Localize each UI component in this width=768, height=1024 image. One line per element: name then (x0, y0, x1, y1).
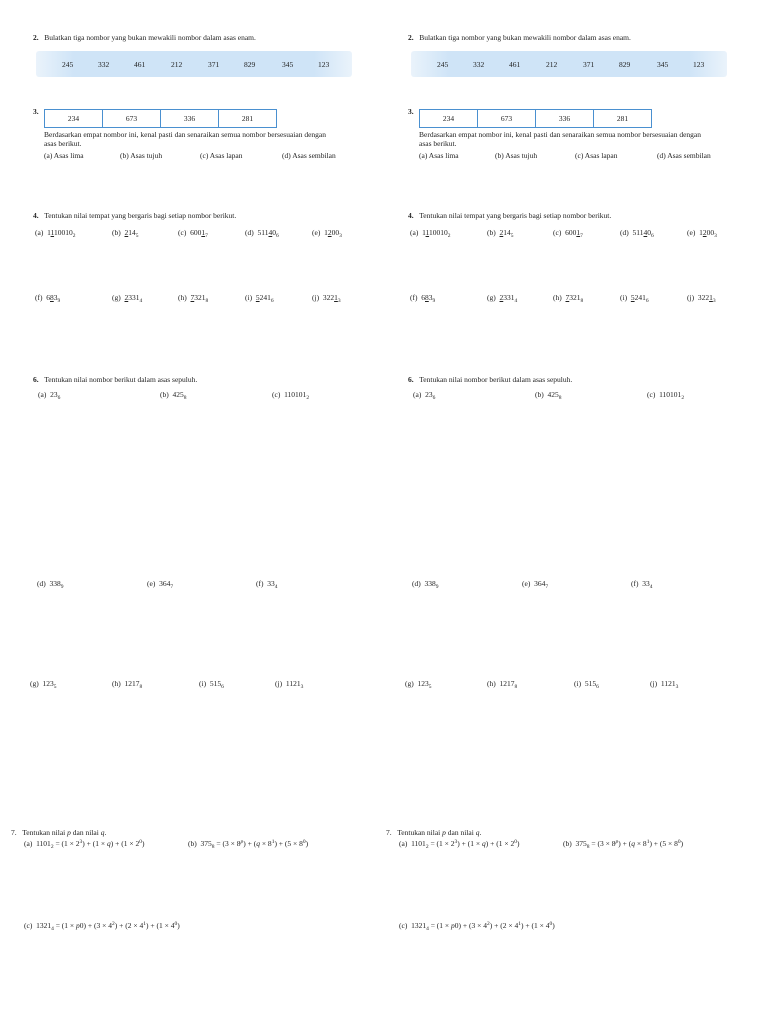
q6-item (112, 680, 142, 689)
q4-item-label: (c) (553, 228, 562, 237)
q3-option-b: (b) Asas tujuh (120, 151, 163, 160)
q2-number-item: 212 (546, 60, 558, 69)
q6-item (535, 391, 562, 400)
q4-base: 6 (270, 298, 274, 304)
q4-underlined-digit: 1 (425, 228, 430, 237)
q6-base: 6 (57, 395, 61, 401)
q4-item-label: (a) (35, 228, 44, 237)
q3-box-cell: 673 (478, 110, 536, 127)
q4-digits: 321 (569, 293, 581, 302)
q4-underlined-digit: 1 (50, 228, 55, 237)
q6-value: 123 (42, 679, 54, 688)
q4-item (245, 229, 279, 238)
q4-item (687, 294, 716, 303)
q4-digits: 322 (322, 293, 335, 302)
q6-item-label: (h) (112, 679, 121, 688)
q6-item-label: (b) (160, 390, 169, 399)
q6-base: 9 (60, 584, 64, 590)
q6-value: 23 (425, 390, 433, 399)
q6-item (160, 391, 187, 400)
q6-item-label: (j) (650, 679, 658, 688)
q7-part-a: (a) $1101_2 = (1 \times 2^3) + (1 \times q) + (1 \times 2^0)$ (24, 839, 145, 850)
q4-digits: 10010 (429, 228, 448, 237)
q4-base: 5 (510, 233, 514, 239)
q6-prompt: 6. Tentukan nilai nombor berikut dalam asas sepuluh. (33, 375, 198, 384)
q6-item (412, 580, 439, 589)
q6-item (37, 580, 64, 589)
q6-item (38, 391, 60, 400)
q6-base: 5 (428, 684, 432, 690)
q6-value: 515 (209, 679, 222, 688)
q4-base: 8 (580, 298, 584, 304)
q6-item-label: (d) (37, 579, 46, 588)
q4-base: 3 (712, 298, 716, 304)
q7-part-c: (c) $1321_4 = (1 \times p0) + (3 \times 4^2) + (2 \times 4^1) + (1 \times 4^0)$ (24, 921, 180, 932)
q6-base: 2 (306, 395, 310, 401)
q7-prompt: 7. Tentukan nilai p dan nilai q. (386, 828, 482, 837)
q3-option-c: (c) Asas lapan (575, 151, 618, 160)
q2-number-item: 123 (318, 60, 330, 69)
q2-number-item: 829 (619, 60, 631, 69)
q4-underlined-digit: 1 (709, 293, 713, 302)
q4-underlined-digit: 7 (565, 293, 570, 302)
q6-item-label: (f) (631, 579, 639, 588)
q4-underlined-digit: 2 (499, 228, 504, 237)
q6-item-label: (e) (147, 579, 156, 588)
q4-item (245, 294, 274, 303)
q6-base: 6 (432, 395, 436, 401)
q6-item-label: (g) (30, 679, 39, 688)
q6-value: 110101 (284, 390, 307, 399)
q6-base: 3 (300, 684, 304, 690)
q3-option-c: (c) Asas lapan (200, 151, 243, 160)
q4-item-label: (h) (178, 293, 187, 302)
q2-number-item: 212 (171, 60, 183, 69)
q4-digits: 600 (190, 228, 202, 237)
q3-box-cell: 673 (103, 110, 161, 127)
q6-value: 364 (534, 579, 546, 588)
q3-option-a: (a) Asas lima (419, 151, 459, 160)
q6-item (650, 680, 678, 689)
q4-digits: 0 (272, 228, 276, 237)
q6-value: 425 (172, 390, 184, 399)
q4-base: 6 (645, 298, 649, 304)
q2-prompt: 2. Bulatkan tiga nombor yang bukan mewakili nombor dalam asas enam. (408, 33, 631, 42)
q4-underlined-digit: 5 (255, 293, 260, 302)
q3-number-boxes (44, 109, 277, 128)
q6-item-label: (f) (256, 579, 264, 588)
q4-digits: 1 (422, 228, 426, 237)
q2-number-band (411, 51, 727, 77)
q4-digits: 00 (331, 228, 340, 237)
q6-item-label: (c) (647, 390, 656, 399)
q6-base: 7 (170, 584, 174, 590)
q4-item (178, 294, 208, 303)
q3-box-cell: 234 (45, 110, 103, 127)
q3-number: 3. (408, 107, 414, 116)
q3-text-line1: Berdasarkan empat nombor ini, kenal pasti dan senaraikan semua nombor bersesuaian dengan (44, 130, 326, 139)
q4-base: 7 (205, 233, 208, 239)
q6-item (631, 580, 653, 589)
q6-item-label: (h) (487, 679, 496, 688)
q2-number-band (36, 51, 352, 77)
q4-item (112, 229, 139, 238)
q6-item (487, 680, 517, 689)
q2-number-item: 345 (657, 60, 669, 69)
q6-value: 33 (642, 579, 650, 588)
q4-digits: 0 (647, 228, 651, 237)
q4-underlined-digit: 2 (124, 293, 129, 302)
q6-item (30, 680, 57, 689)
q4-item (487, 229, 514, 238)
q4-digits: 3 (53, 293, 58, 302)
q3-text-line2: asas berikut. (419, 139, 457, 148)
q3-box-cell: 336 (161, 110, 219, 127)
q4-item-label: (b) (112, 228, 121, 237)
q3-number-boxes (419, 109, 652, 128)
q6-value: 1121 (660, 679, 676, 688)
q2-number-item: 123 (693, 60, 705, 69)
q6-value: 33 (267, 579, 275, 588)
q4-item (312, 229, 342, 238)
q4-item-label: (b) (487, 228, 496, 237)
q6-base: 8 (139, 684, 143, 690)
q4-item-label: (e) (312, 228, 321, 237)
q4-digits: 241 (259, 293, 271, 302)
q4-digits: 1 (47, 228, 51, 237)
q2-number-item: 245 (437, 60, 449, 69)
q4-item (312, 294, 341, 303)
q6-item (275, 680, 303, 689)
q4-base: 8 (205, 298, 209, 304)
q6-base: 5 (53, 684, 57, 690)
q7-part-b: (b) $375_8 = (3 \times 8^p) + (q \times 8^1) + (5 \times 8^0)$ (563, 839, 684, 850)
q3-option-a: (a) Asas lima (44, 151, 84, 160)
worksheet-copy-right (375, 0, 759, 1024)
q4-base: 3 (714, 233, 717, 239)
q4-digits: 3 (428, 293, 433, 302)
q4-digits: 00 (706, 228, 715, 237)
q4-item-label: (g) (112, 293, 121, 302)
q6-item (272, 391, 309, 400)
q6-prompt: 6. Tentukan nilai nombor berikut dalam asas sepuluh. (408, 375, 573, 384)
q4-digits: 322 (697, 293, 710, 302)
q6-value: 123 (417, 679, 429, 688)
q4-underlined-digit: 4 (268, 228, 273, 237)
q4-underlined-digit: 4 (643, 228, 648, 237)
q4-item (35, 229, 76, 238)
q4-item (178, 229, 208, 238)
q4-digits: 511 (257, 228, 269, 237)
q6-item-label: (j) (275, 679, 283, 688)
q2-number-item: 829 (244, 60, 256, 69)
q4-item-label: (c) (178, 228, 187, 237)
q4-item-label: (g) (487, 293, 496, 302)
q4-digits: 14 (128, 228, 136, 237)
q4-base: 6 (275, 233, 279, 239)
q4-digits: 10010 (54, 228, 73, 237)
q6-base: 8 (183, 395, 187, 401)
q4-underlined-digit: 1 (201, 228, 206, 237)
q4-item-label: (j) (687, 293, 695, 302)
q6-base: 2 (681, 395, 685, 401)
q4-base: 9 (432, 298, 436, 304)
q4-item-label: (a) (410, 228, 419, 237)
q6-item (413, 391, 435, 400)
q4-underlined-digit: 8 (50, 293, 54, 302)
q4-item-label: (i) (245, 293, 253, 302)
q3-box-cell: 281 (616, 114, 629, 123)
q6-base: 3 (675, 684, 679, 690)
q3-text-line1: Berdasarkan empat nombor ini, kenal pasti dan senaraikan semua nombor bersesuaian dengan (419, 130, 701, 139)
q2-prompt: 2. Bulatkan tiga nombor yang bukan mewakili nombor dalam asas enam. (33, 33, 256, 42)
q2-number-item: 345 (282, 60, 294, 69)
q4-digits: 1 (699, 228, 703, 237)
q6-item-label: (b) (535, 390, 544, 399)
q4-item-label: (f) (410, 293, 418, 302)
q6-base: 7 (545, 584, 549, 590)
q4-base: 3 (339, 233, 342, 239)
q2-number-item: 332 (98, 60, 110, 69)
q7-part-b: (b) $375_8 = (3 \times 8^p) + (q \times 8^1) + (5 \times 8^0)$ (188, 839, 309, 850)
q4-item (553, 294, 583, 303)
q4-base: 4 (139, 298, 143, 304)
q6-item (647, 391, 684, 400)
q6-value: 364 (159, 579, 171, 588)
q6-value: 1217 (124, 679, 140, 688)
q3-box-cell: 281 (241, 114, 254, 123)
q6-base: 9 (435, 584, 439, 590)
q6-base: 8 (558, 395, 562, 401)
q6-item-label: (c) (272, 390, 281, 399)
q6-value: 338 (424, 579, 436, 588)
q6-value: 110101 (659, 390, 682, 399)
q4-item-label: (d) (245, 228, 254, 237)
q4-digits: 6 (46, 293, 50, 302)
q4-base: 3 (337, 298, 341, 304)
q4-item (410, 229, 451, 238)
q6-base: 6 (596, 684, 599, 690)
q4-item-label: (e) (687, 228, 696, 237)
q6-item-label: (a) (38, 390, 47, 399)
q6-base: 8 (514, 684, 518, 690)
q4-underlined-digit: 1 (334, 293, 338, 302)
q4-base: 5 (135, 233, 139, 239)
q6-item (147, 580, 173, 589)
q6-item (199, 680, 224, 689)
q2-number-item: 371 (583, 60, 595, 69)
q7-prompt: 7. Tentukan nilai p dan nilai q. (11, 828, 107, 837)
q3-option-d: (d) Asas sembilan (282, 151, 336, 160)
q3-option-b: (b) Asas tujuh (495, 151, 538, 160)
q4-underlined-digit: 5 (630, 293, 635, 302)
q6-item-label: (e) (522, 579, 531, 588)
q6-item-label: (i) (199, 679, 207, 688)
q6-item-label: (a) (413, 390, 422, 399)
q2-number-item: 461 (134, 60, 146, 69)
q4-base: 4 (514, 298, 518, 304)
q6-base: 4 (274, 584, 278, 590)
q6-item (522, 580, 548, 589)
q4-item-label: (f) (35, 293, 43, 302)
q4-item (553, 229, 583, 238)
q4-base: 2 (72, 233, 76, 239)
q6-item-label: (g) (405, 679, 414, 688)
q2-number-item: 371 (208, 60, 220, 69)
q4-digits: 331 (128, 293, 140, 302)
q3-box-cell: 336 (536, 110, 594, 127)
q4-item (35, 294, 60, 303)
q6-item (405, 680, 432, 689)
q4-prompt: 4. Tentukan nilai tempat yang bergaris bagi setiap nombor berikut. (33, 211, 237, 220)
q4-item-label: (h) (553, 293, 562, 302)
q4-digits: 14 (503, 228, 511, 237)
q4-base: 9 (57, 298, 61, 304)
q6-value: 338 (49, 579, 61, 588)
q4-underlined-digit: 1 (576, 228, 581, 237)
q7-part-a: (a) $1101_2 = (1 \times 2^3) + (1 \times q) + (1 \times 2^0)$ (399, 839, 520, 850)
q6-base: 6 (221, 684, 224, 690)
q4-prompt: 4. Tentukan nilai tempat yang bergaris bagi setiap nombor berikut. (408, 211, 612, 220)
q4-underlined-digit: 2 (499, 293, 504, 302)
q4-digits: 241 (634, 293, 646, 302)
q4-digits: 1 (324, 228, 328, 237)
q4-item (620, 294, 649, 303)
q2-number-item: 461 (509, 60, 521, 69)
q6-item (574, 680, 599, 689)
q6-value: 23 (50, 390, 58, 399)
q3-box-cell: 234 (420, 110, 478, 127)
q4-item-label: (j) (312, 293, 320, 302)
q3-option-d: (d) Asas sembilan (657, 151, 711, 160)
q6-value: 1121 (285, 679, 301, 688)
q4-digits: 321 (194, 293, 206, 302)
q4-item-label: (i) (620, 293, 628, 302)
q2-number-item: 245 (62, 60, 74, 69)
q4-item-label: (d) (620, 228, 629, 237)
q4-item (410, 294, 435, 303)
q4-item (112, 294, 142, 303)
q6-value: 425 (547, 390, 559, 399)
q4-base: 6 (650, 233, 654, 239)
q3-number: 3. (33, 107, 39, 116)
q4-item (620, 229, 654, 238)
q4-item (687, 229, 717, 238)
q6-value: 1217 (499, 679, 515, 688)
q6-item-label: (d) (412, 579, 421, 588)
q4-underlined-digit: 8 (425, 293, 429, 302)
q4-underlined-digit: 2 (702, 228, 707, 237)
q4-underlined-digit: 2 (124, 228, 129, 237)
q4-underlined-digit: 2 (327, 228, 332, 237)
q4-digits: 6 (421, 293, 425, 302)
q4-base: 2 (447, 233, 451, 239)
q7-part-c: (c) $1321_4 = (1 \times p0) + (3 \times 4^2) + (2 \times 4^1) + (1 \times 4^0)$ (399, 921, 555, 932)
q6-item-label: (i) (574, 679, 582, 688)
q4-digits: 331 (503, 293, 515, 302)
q4-underlined-digit: 7 (190, 293, 195, 302)
q4-digits: 511 (632, 228, 644, 237)
q6-item (256, 580, 278, 589)
q4-item (487, 294, 517, 303)
q3-text-line2: asas berikut. (44, 139, 82, 148)
q6-base: 4 (649, 584, 653, 590)
q6-value: 515 (584, 679, 597, 688)
q2-number-item: 332 (473, 60, 485, 69)
q4-digits: 600 (565, 228, 577, 237)
q4-base: 7 (580, 233, 583, 239)
